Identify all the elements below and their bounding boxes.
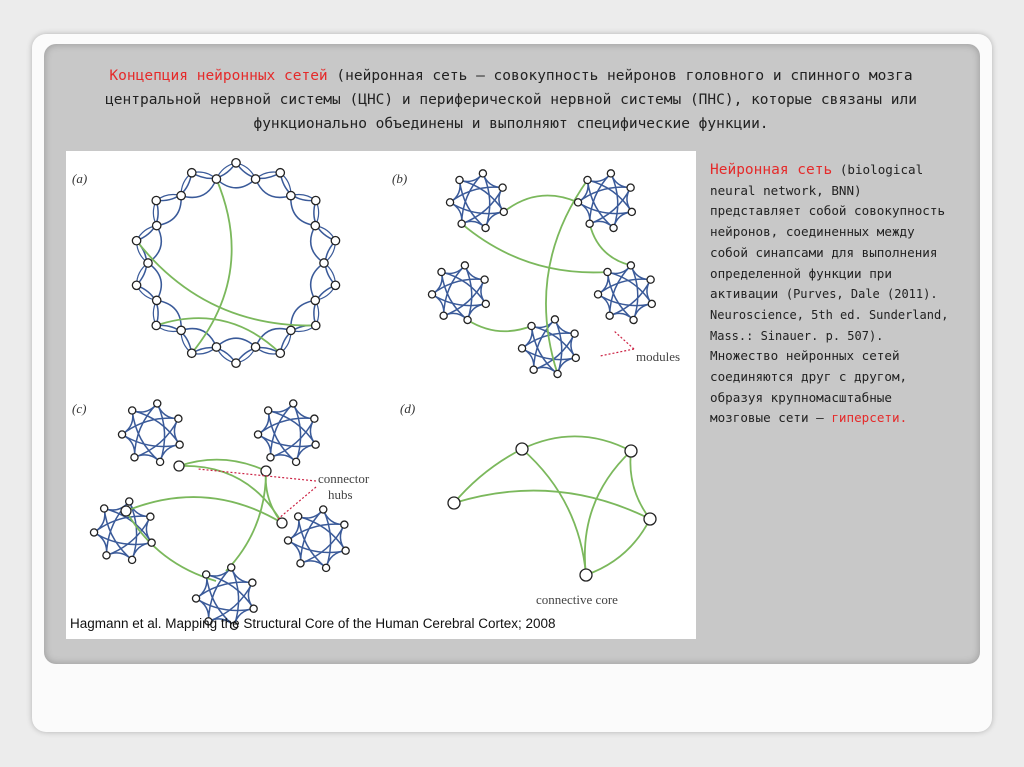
side-text bbox=[710, 160, 955, 429]
ring-node bbox=[331, 237, 339, 245]
side-highlight: гиперсети. bbox=[831, 410, 908, 426]
ring-node bbox=[311, 221, 319, 229]
panel-label-a: (a) bbox=[72, 171, 88, 186]
hub-link bbox=[126, 511, 216, 581]
ring-node bbox=[276, 349, 284, 357]
ring-node bbox=[320, 259, 328, 267]
ring-node bbox=[287, 326, 295, 334]
ring-shortcut bbox=[192, 179, 232, 353]
core-link bbox=[585, 451, 631, 575]
network-diagram bbox=[66, 151, 696, 639]
ring-node bbox=[153, 221, 161, 229]
hub-module-node bbox=[131, 454, 138, 461]
ring-node bbox=[276, 169, 284, 177]
side-term: Нейронная сеть bbox=[710, 162, 833, 178]
side-body-1: (biological neural network, BNN) представляет собой совокупность нейронов, соединенных между собой синапсами для выполнения определенной функции при активации bbox=[710, 162, 946, 302]
ring-node bbox=[311, 296, 319, 304]
module-link bbox=[504, 195, 578, 211]
module-node bbox=[571, 330, 578, 337]
module-node bbox=[428, 291, 435, 298]
hubs-arrow bbox=[198, 469, 316, 519]
module-node bbox=[530, 366, 537, 373]
side-citation: (Purves, Dale (2011). Neuroscience, 5th ed. Sunderland, Mass.: Sinauer. p. 507). bbox=[710, 287, 949, 343]
hub-module-node bbox=[148, 539, 155, 546]
module-node bbox=[627, 262, 634, 269]
ring-node bbox=[331, 281, 339, 289]
hub-module-node bbox=[250, 605, 257, 612]
hub-module-node bbox=[156, 458, 163, 465]
hub-module-node bbox=[176, 441, 183, 448]
hub-module-node bbox=[192, 595, 199, 602]
core-link bbox=[522, 436, 631, 451]
intro-title: Концепция нейронных сетей bbox=[109, 68, 328, 84]
hub-module-node bbox=[292, 458, 299, 465]
panel-label-d: (d) bbox=[400, 401, 416, 416]
module-node bbox=[482, 224, 489, 231]
modules-arrow bbox=[600, 331, 634, 356]
hub-module-node bbox=[342, 547, 349, 554]
hub-module-node bbox=[175, 415, 182, 422]
core-link bbox=[454, 491, 650, 519]
module-node bbox=[648, 300, 655, 307]
module-link bbox=[546, 180, 588, 374]
hub-module-node bbox=[203, 571, 210, 578]
module-node bbox=[461, 262, 468, 269]
hub-module-node bbox=[312, 441, 319, 448]
module-node bbox=[554, 370, 561, 377]
hub-module-node bbox=[228, 564, 235, 571]
hub-module-node bbox=[103, 552, 110, 559]
core-node bbox=[580, 569, 592, 581]
connector-hub bbox=[121, 506, 131, 516]
module-node bbox=[586, 220, 593, 227]
hub-link bbox=[226, 471, 266, 571]
core-link bbox=[630, 451, 650, 519]
hub-module-node bbox=[254, 431, 261, 438]
module-node bbox=[610, 224, 617, 231]
module-node bbox=[628, 208, 635, 215]
ring-node bbox=[188, 349, 196, 357]
core-node bbox=[516, 443, 528, 455]
ring-node bbox=[152, 321, 160, 329]
module-node bbox=[551, 316, 558, 323]
ring-node bbox=[212, 343, 220, 351]
ring-edge bbox=[216, 179, 255, 188]
hub-module-node bbox=[267, 454, 274, 461]
ring-node bbox=[287, 191, 295, 199]
module-node bbox=[438, 268, 445, 275]
hub-module-node bbox=[311, 415, 318, 422]
hub-module-node bbox=[297, 560, 304, 567]
connector-hub bbox=[277, 518, 287, 528]
ring-node bbox=[132, 281, 140, 289]
hub-module-node bbox=[320, 506, 327, 513]
module-node bbox=[499, 184, 506, 191]
hub-module-node bbox=[284, 537, 291, 544]
module-node bbox=[500, 208, 507, 215]
ring-edge bbox=[216, 338, 255, 347]
module-node bbox=[518, 345, 525, 352]
ring-node bbox=[188, 169, 196, 177]
module-node bbox=[482, 300, 489, 307]
hub-module-node bbox=[154, 400, 161, 407]
module-node bbox=[481, 276, 488, 283]
network-figure bbox=[66, 151, 696, 639]
module-node bbox=[604, 268, 611, 275]
ring-node bbox=[251, 175, 259, 183]
module-node bbox=[479, 170, 486, 177]
ring-shortcut bbox=[137, 241, 316, 326]
core-link bbox=[522, 449, 586, 575]
hub-module-node bbox=[128, 556, 135, 563]
hub-module-node bbox=[265, 407, 272, 414]
module-node bbox=[584, 176, 591, 183]
ring-node bbox=[152, 196, 160, 204]
module-node bbox=[574, 199, 581, 206]
ring-node bbox=[212, 175, 220, 183]
hub-module-node bbox=[147, 513, 154, 520]
ring-node bbox=[232, 359, 240, 367]
side-body-2: Множество нейронных сетей соединяются друг с другом, образуя крупномасштабные мозговые сети – bbox=[710, 348, 908, 426]
ring-node bbox=[312, 321, 320, 329]
connector-hub bbox=[261, 466, 271, 476]
hub-module-node bbox=[322, 564, 329, 571]
ring-node bbox=[177, 326, 185, 334]
figure-caption: Hagmann et al. Mapping the Structural Core of the Human Cerebral Cortex; 2008 bbox=[70, 616, 556, 631]
module-node bbox=[630, 316, 637, 323]
core-node bbox=[448, 497, 460, 509]
module-node bbox=[464, 316, 471, 323]
ring-node bbox=[177, 191, 185, 199]
module-node bbox=[594, 291, 601, 298]
ring-node bbox=[312, 196, 320, 204]
ring-node bbox=[251, 343, 259, 351]
hub-module-node bbox=[129, 407, 136, 414]
module-link bbox=[468, 320, 532, 331]
hub-module-node bbox=[90, 529, 97, 536]
module-node bbox=[440, 312, 447, 319]
module-node bbox=[606, 312, 613, 319]
core-link bbox=[586, 519, 650, 575]
core-node bbox=[625, 445, 637, 457]
module-node bbox=[456, 176, 463, 183]
core-label: connective core bbox=[536, 592, 618, 607]
ring-node bbox=[232, 159, 240, 167]
panel-label-c: (c) bbox=[72, 401, 87, 416]
hub-module-node bbox=[290, 400, 297, 407]
ring-node bbox=[132, 237, 140, 245]
module-node bbox=[458, 220, 465, 227]
hub-module-node bbox=[295, 513, 302, 520]
module-node bbox=[446, 199, 453, 206]
connector-hub bbox=[174, 461, 184, 471]
panel-label-b: (b) bbox=[392, 171, 408, 186]
intro-body: (нейронная сеть – совокупность нейронов головного и спинного мозга центральной нервной системы (ЦНС) и периферической нервной системы (ПНС), которые связаны или функционально объединены и выполняют специфические функции. bbox=[105, 68, 917, 132]
hub-module-node bbox=[249, 579, 256, 586]
hubs-label: hubs bbox=[328, 487, 353, 502]
ring-edge bbox=[148, 263, 161, 300]
ring-edge bbox=[311, 226, 324, 263]
ring-node bbox=[153, 296, 161, 304]
intro-text bbox=[66, 64, 956, 136]
core-node bbox=[644, 513, 656, 525]
connector-label: connector bbox=[318, 471, 370, 486]
module-node bbox=[627, 184, 634, 191]
ring-node bbox=[144, 259, 152, 267]
module-node bbox=[528, 322, 535, 329]
hub-module-node bbox=[101, 505, 108, 512]
modules-label: modules bbox=[636, 349, 681, 364]
hub-module-node bbox=[118, 431, 125, 438]
hub-module-node bbox=[126, 498, 133, 505]
ring-edge bbox=[311, 263, 324, 300]
module-node bbox=[647, 276, 654, 283]
hub-module-node bbox=[341, 521, 348, 528]
module-node bbox=[607, 170, 614, 177]
module-node bbox=[572, 354, 579, 361]
